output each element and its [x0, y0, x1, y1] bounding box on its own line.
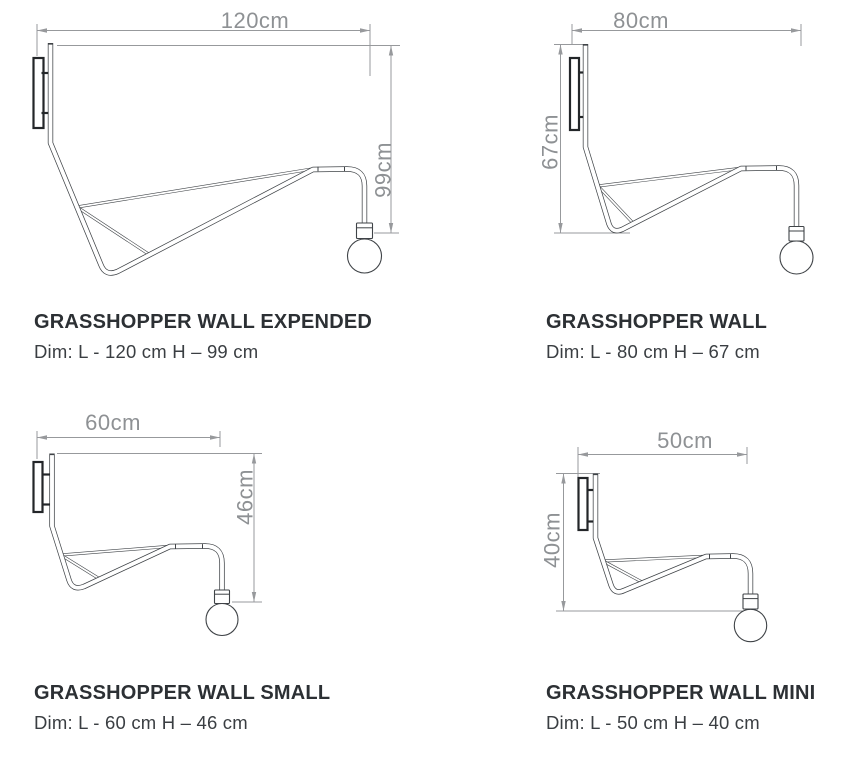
lamp-arm-tube — [51, 43, 365, 273]
dimension-annotations-mini — [540, 428, 758, 611]
bulb-socket — [215, 590, 230, 604]
bulb-socket — [743, 594, 758, 609]
wall-mount-plate — [570, 58, 579, 130]
lamp-drawing-small — [34, 454, 239, 636]
wall-mount-plate — [579, 478, 588, 530]
lamp-drawing-expended — [34, 43, 382, 273]
lamp-arm-tube — [586, 44, 797, 231]
bulb-socket — [789, 227, 804, 242]
product-dimensions-text: Dim: L - 120 cm H – 99 cm — [34, 341, 259, 362]
bulb-globe — [780, 241, 813, 274]
width-dimension-label: 80cm — [613, 8, 669, 33]
product-dimensions-text: Dim: L - 60 cm H – 46 cm — [34, 712, 248, 733]
panel-expended — [34, 8, 401, 273]
height-dimension-label: 46cm — [232, 469, 258, 525]
height-dimension-label: 99cm — [370, 142, 396, 198]
product-label-wall — [546, 310, 852, 362]
product-label-expended — [34, 310, 414, 362]
panel-wall — [538, 8, 814, 274]
wall-mount-plate — [34, 462, 43, 512]
bulb-globe — [206, 604, 238, 636]
product-title: GRASSHOPPER WALL MINI — [546, 682, 816, 704]
width-dimension-label: 50cm — [657, 428, 713, 453]
product-dimensions-text: Dim: L - 50 cm H – 40 cm — [546, 712, 760, 733]
dimension-annotations-small — [37, 410, 262, 602]
width-dimension-label: 60cm — [85, 410, 141, 435]
product-dimensions-text: Dim: L - 80 cm H – 67 cm — [546, 341, 760, 362]
lamp-arm-tube-inner — [586, 46, 797, 231]
lamp-drawing-wall — [570, 44, 813, 274]
height-dimension-label: 40cm — [539, 512, 565, 568]
product-label-small — [34, 681, 414, 733]
wall-mount-plate — [34, 58, 44, 128]
lamp-arm-tube — [596, 474, 751, 596]
bulb-globe — [348, 239, 382, 273]
width-dimension-label: 120cm — [220, 8, 290, 33]
lamp-arm-tube-inner — [51, 45, 365, 273]
panel-mini — [540, 428, 767, 642]
panel-small — [34, 410, 263, 636]
product-title: GRASSHOPPER WALL SMALL — [34, 682, 331, 704]
product-title: GRASSHOPPER WALL — [546, 311, 767, 333]
lamp-arm-tube-inner — [52, 455, 222, 591]
bulb-globe — [734, 609, 766, 641]
lamp-arm-tube-inner — [596, 475, 751, 595]
dimension-annotations-expended — [37, 8, 400, 233]
height-dimension-label: 67cm — [537, 114, 563, 170]
product-label-mini — [546, 681, 852, 733]
bulb-socket — [357, 223, 373, 239]
lamp-drawing-mini — [579, 474, 767, 642]
lamp-arm-tube — [52, 454, 222, 592]
product-title: GRASSHOPPER WALL EXPENDED — [34, 311, 373, 333]
